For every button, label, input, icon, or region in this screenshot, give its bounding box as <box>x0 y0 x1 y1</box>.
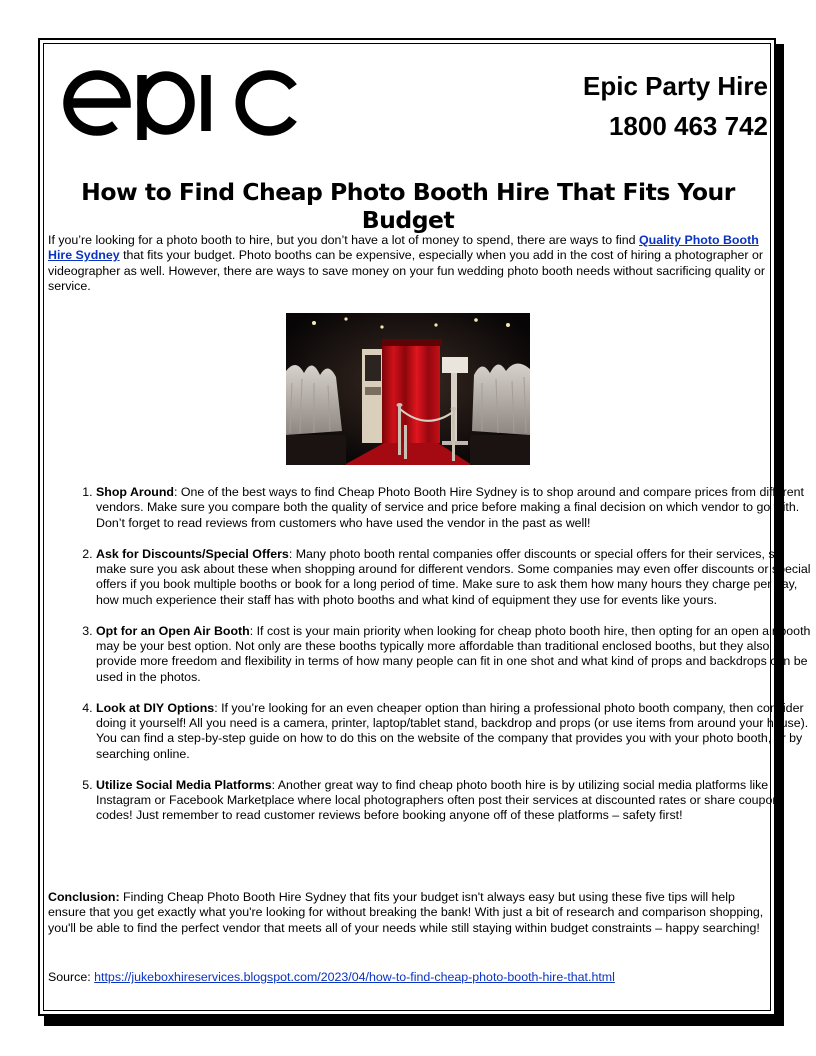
epic-logo <box>62 62 302 144</box>
company-contact <box>583 66 768 146</box>
list-item <box>96 547 811 609</box>
list-item <box>96 624 811 686</box>
tip-text: : If you’re looking for an even cheaper option than hiring a professional photo booth company, then consider doing it yourself! All you need is a camera, printer, laptop/tablet stand, backdrop and props (or use items from around your house). You can find a step-by-step guide on how to do this on the website of the company that provides you with your photo booth, or by searching online. <box>96 700 809 761</box>
source-link[interactable]: https://jukeboxhireservices.blogspot.com/2023/04/how-to-find-cheap-photo-booth-hire-that.html <box>94 970 615 984</box>
company-phone: 1800 463 742 <box>608 111 768 141</box>
tip-text: : Another great way to find cheap photo booth hire is by utilizing social media platforms like Instagram or Facebook Marketplace where local photographers often post their services at discounted rates or share coupon codes! Just remember to read customer reviews before booking anyone off of these platforms – safety first! <box>96 777 780 823</box>
list-item <box>96 485 811 531</box>
photo-booth-image <box>286 313 530 465</box>
tip-text: : If cost is your main priority when looking for cheap photo booth hire, then opting for an open air booth may be your best option. Not only are these booths typically more affordable than traditional enclosed booths, but they also provide more freedom and flexibility in terms of how many people can fit in one shot and what kind of props and backdrops can be used in the photos. <box>96 623 811 684</box>
company-name: Epic Party Hire <box>583 71 768 101</box>
article-title: How to Find Cheap Photo Booth Hire That Fits Your Budget <box>81 178 735 234</box>
conclusion-text: Finding Cheap Photo Booth Hire Sydney that fits your budget isn't always easy but using these five tips will help ensure that you get exactly what you're looking for without breaking the bank! With just a bit of research and comparison shopping, you'll be able to find the perfect vendor that meets all of your needs while still staying within budget constraints – happy searching! <box>48 890 764 935</box>
tip-text: : One of the best ways to find Cheap Photo Booth Hire Sydney is to shop around and compare prices from different vendors. Make sure you compare both the quality of service and price before making a final decision on which vendor to go with. Don’t forget to read reviews from customers who have used the vendor in the past as well! <box>96 485 804 530</box>
tip-heading: Look at DIY Options <box>96 700 215 715</box>
conclusion-label: Conclusion: <box>48 890 120 904</box>
tip-heading: Opt for an Open Air Booth <box>96 623 250 638</box>
list-item <box>96 778 811 824</box>
tip-heading: Shop Around <box>96 485 174 499</box>
source-label: Source: <box>48 970 95 984</box>
intro-text-after: that fits your budget. Photo booths can be expensive, especially when you add in the cost of hiring a photographer or videographer as well. However, there are ways to save money on your fun wedding photo booth needs without sacrificing quality or service. <box>48 248 765 294</box>
tips-list <box>48 485 811 839</box>
tip-heading: Ask for Discounts/Special Offers <box>96 546 289 561</box>
conclusion-paragraph <box>48 890 768 936</box>
intro-text-before: If you’re looking for a photo booth to hire, but you don’t have a lot of money to spend, there are ways to find <box>48 233 639 247</box>
quality-photo-booth-link[interactable]: Quality Photo Booth Hire Sydney <box>48 233 759 263</box>
intro-paragraph <box>48 233 768 295</box>
tip-text: : Many photo booth rental companies offer discounts or special offers for their services, so make sure you ask about these when shopping around for different vendors. Some companies may even offer discounts or special offers if you book multiple booths or book for a long period of time. Make sure to ask them how many hours they charge per day, how much experience their staff has with photo booths and what kind of equipment they use for events like yours. <box>96 546 811 607</box>
list-item <box>96 701 811 763</box>
tip-heading: Utilize Social Media Platforms <box>96 777 272 792</box>
source-line <box>48 970 768 985</box>
